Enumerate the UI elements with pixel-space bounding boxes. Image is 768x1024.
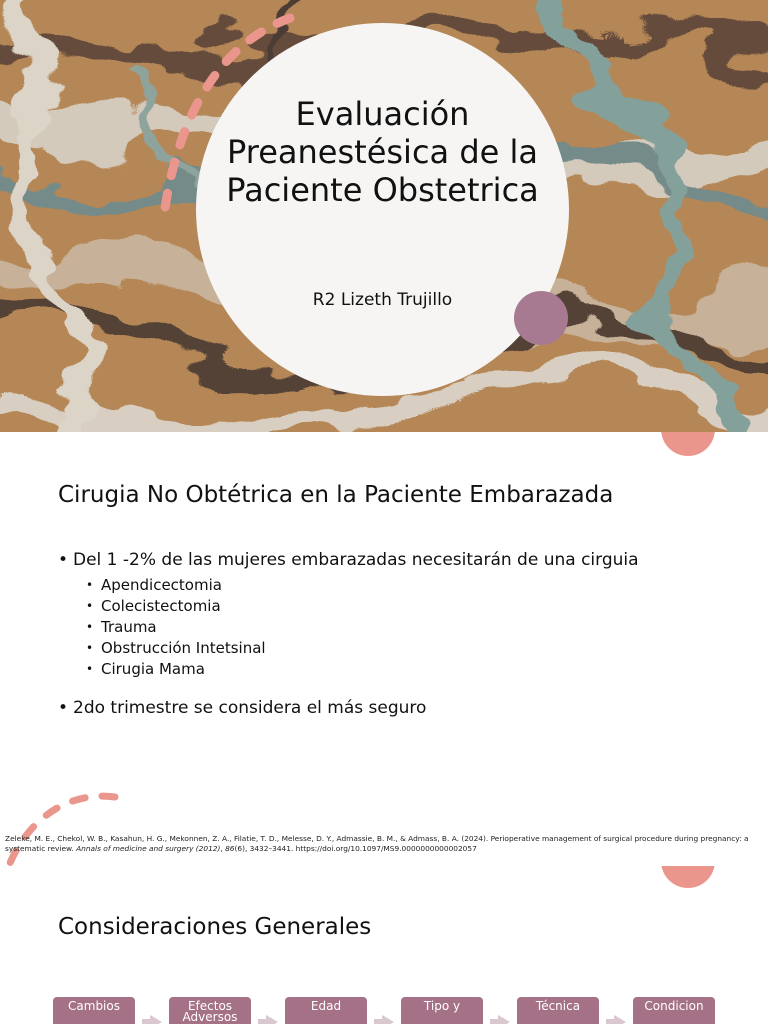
flow-step-label: Edad	[310, 999, 342, 1013]
sub-bullet-item: • Colecistectomia	[86, 596, 698, 617]
sub-bullet-item: • Apendicectomia	[86, 575, 698, 596]
flow-step	[285, 997, 367, 1024]
flow-arrow	[382, 1015, 394, 1024]
sub-bullet-item: • Cirugia Mama	[86, 659, 698, 680]
flow-step	[517, 997, 599, 1024]
flow-step	[169, 997, 251, 1024]
flow-arrow	[498, 1015, 510, 1024]
dashed-arc-decoration	[0, 787, 130, 866]
flow-step-label: Condicion	[644, 999, 704, 1013]
bullet-item: • Del 1 -2% de las mujeres embarazadas necesitarán de una cirguia	[58, 550, 698, 571]
flow-step-label: Cambios	[68, 999, 120, 1013]
sub-bullet-item: • Obstrucción Intetsinal	[86, 638, 698, 659]
flow-arrow	[150, 1015, 162, 1024]
citation-separator: ,	[220, 844, 226, 853]
slide-title: Cirugia No Obtétrica en la Paciente Embarazada	[58, 482, 614, 508]
content-slide-considerations	[0, 866, 768, 1024]
presenter-name: R2 Lizeth Trujillo	[312, 290, 453, 310]
citation-text: Zeleke, M. E., Chekol, W. B., Kasahun, H. G., Mekonnen, Z. A., Filatie, T. D., Melesse, D. Y., Admassie, B. M., & Admass, B. A. (2024). Perioperative management of surgical procedure during pregnancy: a systematic review.	[5, 834, 749, 853]
bullet-item: • 2do trimestre se considera el más seguro	[58, 698, 698, 719]
flow-arrow	[266, 1015, 278, 1024]
flow-step	[53, 997, 135, 1024]
title-circle	[196, 23, 569, 396]
flow-step-label: Efectos	[187, 999, 233, 1013]
sub-bullet-list	[58, 575, 698, 680]
sub-bullet-item: • Trauma	[86, 617, 698, 638]
title-slide	[0, 0, 768, 432]
accent-half-circle	[661, 432, 715, 456]
accent-dot	[514, 291, 568, 345]
slide-title: Consideraciones Generales	[58, 914, 372, 940]
flow-step-label-2: Adversos	[182, 1010, 238, 1024]
citation-volume: 86	[225, 844, 235, 853]
citation	[5, 834, 763, 854]
presentation-title: Evaluación Preanestésica de la Paciente Obstetrica	[226, 95, 539, 209]
accent-half-circle	[661, 866, 715, 888]
citation-pages: (6), 3432–3441. https://doi.org/10.1097/MS9.0000000000002057	[234, 844, 477, 853]
citation-journal: Annals of medicine and surgery (2012)	[76, 844, 221, 853]
flow-step-label: Tipo y	[423, 999, 461, 1013]
flow-step	[633, 997, 715, 1024]
bullet-list	[58, 550, 698, 719]
flow-step-label: Técnica	[535, 999, 581, 1013]
flow-step	[401, 997, 483, 1024]
content-slide-surgery	[0, 432, 768, 866]
flow-arrow	[614, 1015, 626, 1024]
